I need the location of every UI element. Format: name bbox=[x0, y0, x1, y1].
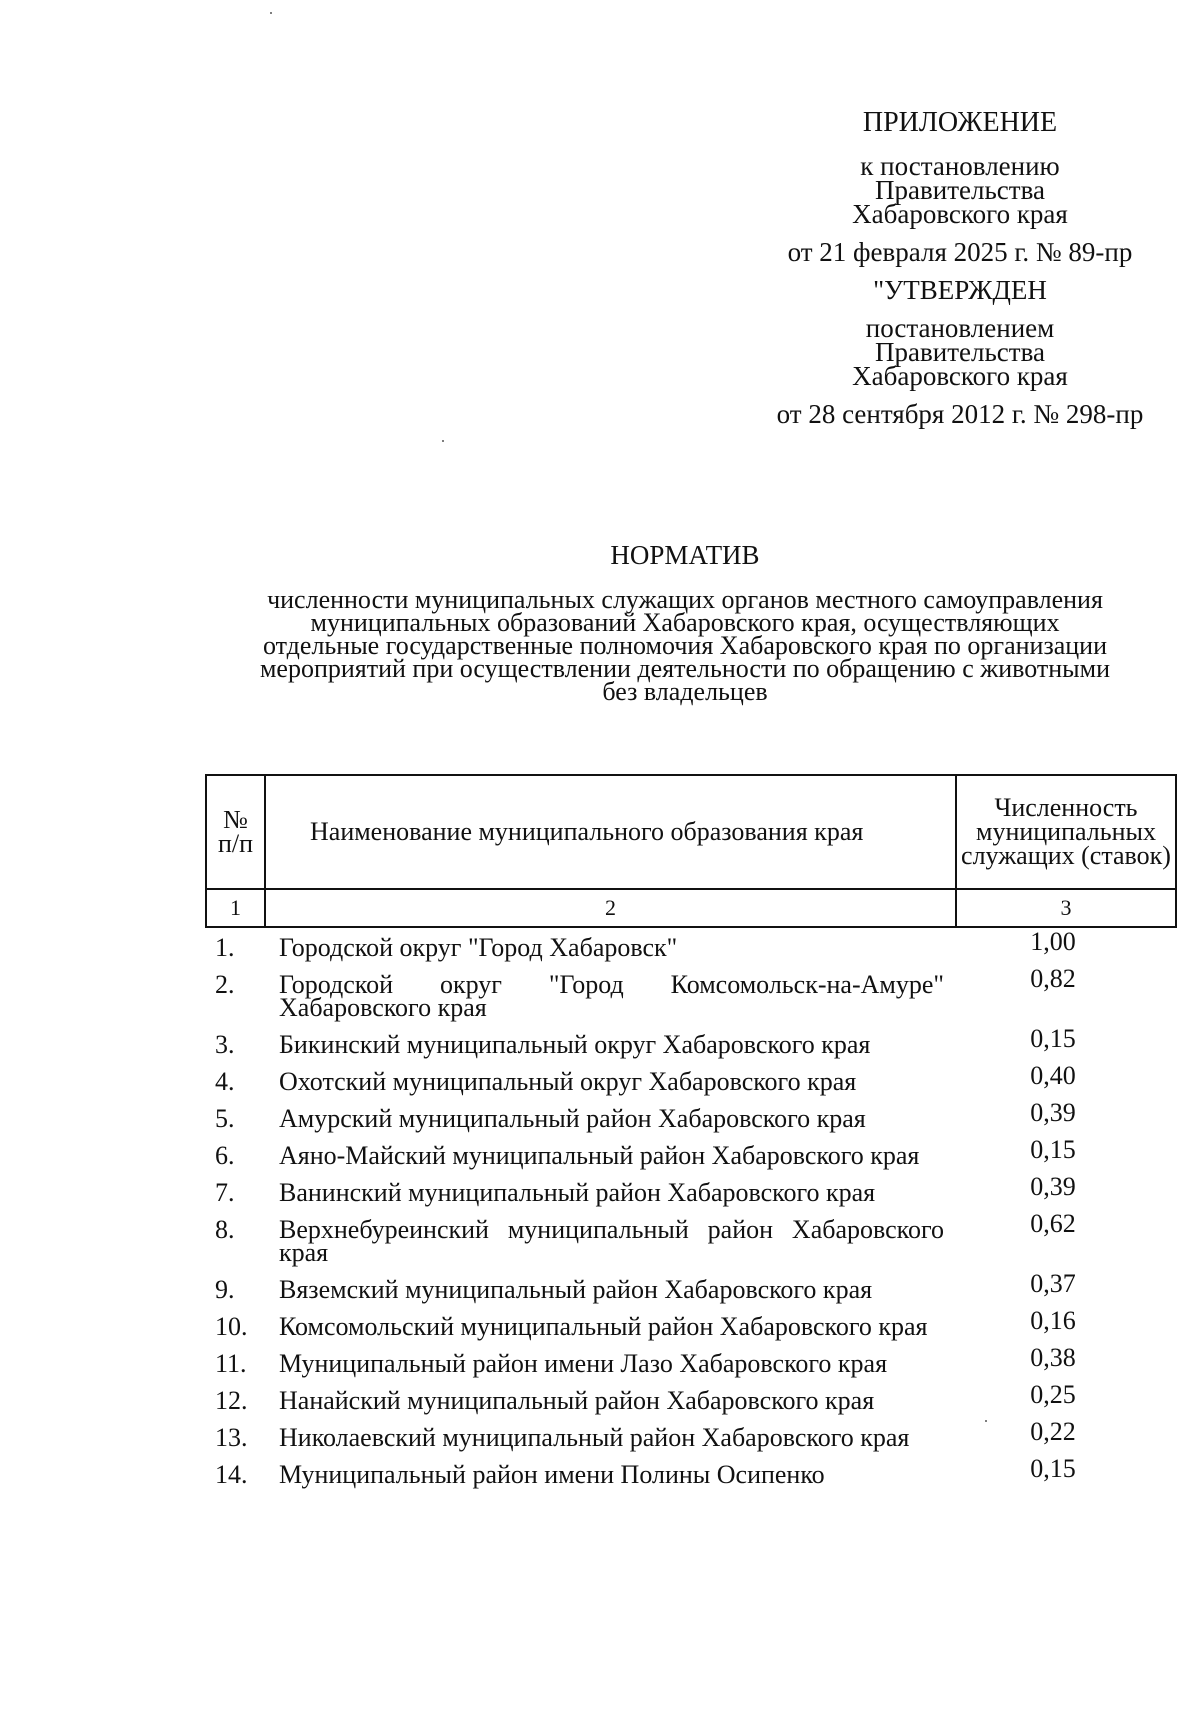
approved-by-resolution bbox=[760, 313, 1160, 391]
approved-by-date: от 28 сентября 2012 г. № 298-пр bbox=[776, 399, 1144, 429]
row-number: 10. bbox=[215, 1312, 248, 1341]
table-row bbox=[206, 1062, 1176, 1099]
row-value: 0,40 bbox=[1030, 1061, 1076, 1090]
row-number: 4. bbox=[215, 1067, 235, 1096]
header-name: Наименование муниципального образования края bbox=[265, 775, 956, 889]
subtitle-line4: мероприятий при осуществлении деятельности по обращению с животными bbox=[259, 654, 1111, 683]
subtitle-line3: отдельные государственные полномочия Хабаровского края по организации bbox=[263, 631, 1107, 660]
row-name: Муниципальный район имени Полины Осипенко bbox=[279, 1460, 825, 1489]
row-number: 6. bbox=[215, 1141, 235, 1170]
row-name: Городской округ "Город Хабаровск" bbox=[279, 933, 678, 962]
row-number: 11. bbox=[215, 1349, 247, 1378]
table-row bbox=[206, 1344, 1176, 1381]
row-name: Аяно-Майский муниципальный район Хабаровского края bbox=[279, 1141, 920, 1170]
row-name: Верхнебуреинский муниципальный район Хабаровского края bbox=[279, 1215, 944, 1267]
header-count: Численность муниципальных служащих (ставок) bbox=[956, 775, 1176, 889]
row-number: 12. bbox=[215, 1386, 248, 1415]
approved-by-line2: Правительства bbox=[875, 337, 1045, 367]
row-number: 5. bbox=[215, 1104, 235, 1133]
scan-speck bbox=[270, 12, 272, 14]
scan-speck bbox=[442, 440, 444, 442]
row-number: 14. bbox=[215, 1460, 248, 1489]
approved-by-line3: Хабаровского края bbox=[852, 361, 1068, 391]
appendix-title: ПРИЛОЖЕНИЕ bbox=[862, 107, 1058, 138]
row-value: 0,39 bbox=[1030, 1098, 1076, 1127]
appendix-to-line2: Правительства bbox=[875, 175, 1045, 205]
table-row bbox=[206, 1099, 1176, 1136]
row-value: 0,62 bbox=[1030, 1209, 1076, 1238]
row-number: 9. bbox=[215, 1275, 235, 1304]
column-number: 3 bbox=[956, 889, 1176, 927]
row-value: 0,16 bbox=[1030, 1306, 1076, 1335]
header-num: № п/п bbox=[206, 775, 265, 889]
row-name: Нанайский муниципальный район Хабаровского края bbox=[279, 1386, 875, 1415]
table-row bbox=[206, 1136, 1176, 1173]
table-header-row bbox=[206, 775, 1176, 889]
row-name: Амурский муниципальный район Хабаровского края bbox=[279, 1104, 866, 1133]
table-row bbox=[206, 965, 1176, 1025]
row-number: 2. bbox=[215, 970, 235, 999]
approved-by-line1: постановлением bbox=[865, 313, 1055, 343]
row-value: 0,15 bbox=[1030, 1135, 1076, 1164]
table-row bbox=[206, 1210, 1176, 1270]
document-subtitle bbox=[210, 585, 1160, 706]
subtitle-line1: численности муниципальных служащих органов местного самоуправления bbox=[267, 585, 1103, 614]
row-value: 0,37 bbox=[1030, 1269, 1076, 1298]
row-value: 0,82 bbox=[1030, 964, 1076, 993]
appendix-date: от 21 февраля 2025 г. № 89-пр bbox=[787, 237, 1133, 267]
appendix-to-resolution bbox=[760, 151, 1160, 229]
row-name: Комсомольский муниципальный район Хабаровского края bbox=[279, 1312, 928, 1341]
table-row bbox=[206, 1307, 1176, 1344]
row-value: 0,15 bbox=[1030, 1024, 1076, 1053]
row-value: 0,38 bbox=[1030, 1343, 1076, 1372]
appendix-to-line3: Хабаровского края bbox=[852, 199, 1068, 229]
row-value: 0,39 bbox=[1030, 1172, 1076, 1201]
table-row bbox=[206, 1173, 1176, 1210]
table-row bbox=[206, 1418, 1176, 1455]
row-name: Муниципальный район имени Лазо Хабаровского края bbox=[279, 1349, 888, 1378]
table-row bbox=[206, 927, 1176, 965]
column-number: 2 bbox=[265, 889, 956, 927]
row-name: Николаевский муниципальный район Хабаровского края bbox=[279, 1423, 910, 1452]
table-row bbox=[206, 1025, 1176, 1062]
row-value: 0,25 bbox=[1030, 1380, 1076, 1409]
row-number: 1. bbox=[215, 933, 235, 962]
norm-table bbox=[205, 774, 1177, 1492]
table-row bbox=[206, 1270, 1176, 1307]
table-row bbox=[206, 1455, 1176, 1492]
document-heading bbox=[210, 540, 1160, 706]
row-name: Городской округ "Город Комсомольск-на-Амуре" Хабаровского края bbox=[279, 970, 944, 1022]
row-name: Бикинский муниципальный округ Хабаровского края bbox=[279, 1030, 871, 1059]
subtitle-line2: муниципальных образований Хабаровского края, осуществляющих bbox=[310, 608, 1060, 637]
row-value: 0,15 bbox=[1030, 1454, 1076, 1483]
row-name: Вяземский муниципальный район Хабаровского края bbox=[279, 1275, 873, 1304]
row-number: 7. bbox=[215, 1178, 235, 1207]
row-value: 1,00 bbox=[1030, 927, 1076, 956]
row-number: 8. bbox=[215, 1215, 235, 1244]
row-name: Охотский муниципальный округ Хабаровского края bbox=[279, 1067, 857, 1096]
subtitle-line5: без владельцев bbox=[602, 677, 768, 706]
table-body bbox=[206, 927, 1176, 1492]
row-name: Ванинский муниципальный район Хабаровского края bbox=[279, 1178, 876, 1207]
appendix-to-line1: к постановлению bbox=[860, 151, 1060, 181]
column-number: 1 bbox=[206, 889, 265, 927]
row-number: 13. bbox=[215, 1423, 248, 1452]
approved-label: "УТВЕРЖДЕН bbox=[873, 275, 1047, 305]
row-number: 3. bbox=[215, 1030, 235, 1059]
row-value: 0,22 bbox=[1030, 1417, 1076, 1446]
document-title: НОРМАТИВ bbox=[610, 540, 760, 570]
table-column-numbers-row bbox=[206, 889, 1176, 927]
table-row bbox=[206, 1381, 1176, 1418]
appendix-block bbox=[760, 108, 1160, 440]
